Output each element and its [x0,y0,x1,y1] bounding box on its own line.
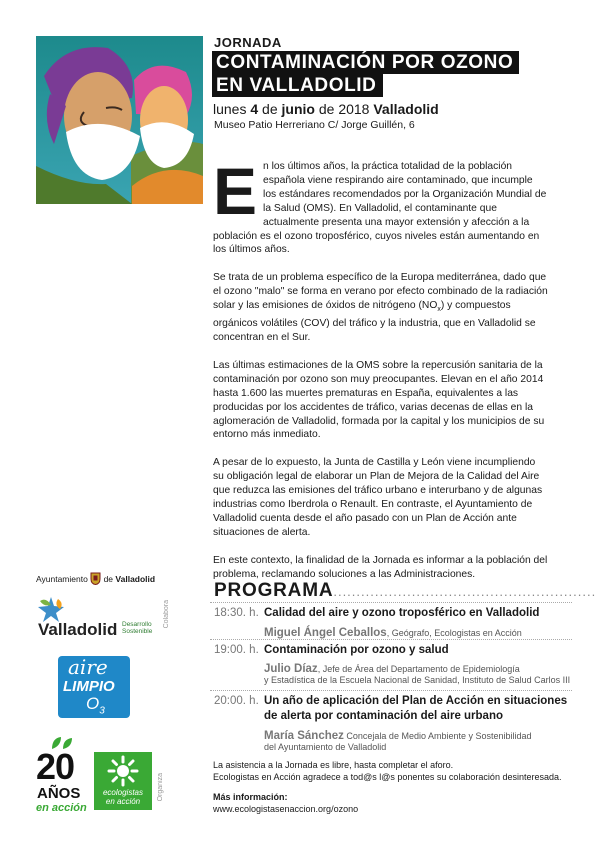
article-paragraph-2 [213,271,548,345]
programme-heading [214,580,597,602]
item-2-role: , Jefe de Área del Departamento de Epidemiología [317,664,520,674]
item-3-title-cont: de alerta por contaminación del aire urbano [264,710,504,722]
item-2-title: Contaminación por ozono y salud [264,644,449,656]
paragraph-2-text-a: Se trata de un problema específico de la Europa mediterránea, dado que el ozono "malo" se forma en verano por efecto combinado de la radiación solar y las emisiones de óxidos de nitrógeno (NO [213,272,548,312]
date-weekday: lunes [213,101,247,117]
coat-of-arms-icon [90,572,101,585]
date-month: junio [281,101,315,117]
paragraph-1-text: n los últimos años, la práctica totalidad de la población española viene respirando aire contaminado, que incumple los estándares recomendados por la Organización Mundial de la Salud (OMS). En Valladolid, el contaminante que actualmente presenta una mayor extensión y afección a la población es el ozono troposférico, cuyos niveles están aumentando en los últimos años. [213,161,547,256]
programme-divider-2 [210,639,572,640]
ayuntamiento-logo [36,572,171,588]
article-paragraph-3: Las últimas estimaciones de la OMS sobre la repercusión sanitaria de la contaminación por ozono son muy preocupantes. Elevan en el año 2014 hasta 1.600 las muertes prematuras en España, equivalentes a las producidas por los accidentes de tráfico, varias decenas de ellas en la aglomeración de Valladolid, formada por la capital y los municipios de su entorno más inmediato. [213,359,545,441]
en-accion-word: en acción [36,802,87,814]
ozone-o: O [86,694,100,713]
article-paragraph-4: A pesar de lo expuesto, la Junta de Castilla y León viene incumpliendo su obligación legal de elaborar un Plan de Mejora de la Calidad del Aire que reduzca las emisiones del tráfico urbano e interurbano y de algunas industrias como Iberdrola o Renault. En contraste, el Ayuntamiento de Valladolid cuenta desde el año pasado con un Plan de Acción ante situaciones de alerta. [213,457,543,538]
programme-divider-3 [210,690,572,691]
heading-dot-leader: ......................................................... [333,584,597,599]
eea-line-1: ecologistas [102,788,144,797]
ayto-word-left: Ayuntamiento [36,574,88,584]
anos-word: AÑOS [37,785,81,802]
paragraph-2-subscript: x [437,306,441,314]
item-3-title: Un año de aplicación del Plan de Acción en situaciones [264,695,568,707]
sun-figure-icon [108,756,138,786]
ozone-3: 3 [99,705,105,717]
item-1-time: 18:30. h. [214,607,259,619]
article-body [213,154,548,596]
item-1-speaker: Miguel Ángel Ceballos [264,627,387,639]
valladolid-tag-2: Sostenible [122,628,153,635]
valladolid-sostenible-logo [36,595,166,640]
event-kicker: JORNADA [214,35,282,50]
date-day: 4 [250,101,259,117]
drop-cap: E [213,154,258,228]
date-of-1: de [262,101,278,117]
ecologistas-logo [94,752,152,810]
programme-heading-text: PROGRAMA [214,580,334,601]
more-info [213,791,358,815]
hero-illustration [36,36,203,204]
item-2-role-cont: y Estadística de la Escuela Nacional de Sanidad, Instituto de Salud Carlos III [264,675,571,685]
item-1-role: , Geógrafo, Ecologistas en Acción [386,628,522,638]
ayto-word-right: Valladolid [115,574,156,584]
event-venue: Museo Patio Herreriano C/ Jorge Guillén, 6 [214,119,415,131]
star-leaf-icon [36,595,66,623]
organizes-label: Organiza [157,773,164,802]
ayto-word-de: de [103,574,114,584]
event-title-line-1: CONTAMINACIÓN POR OZONO [212,51,519,74]
aire-word: aire [68,655,108,679]
valladolid-wordmark: Valladolid [38,620,118,639]
ozone-formula [86,694,105,716]
limpio-word: LIMPIO [63,678,115,695]
date-year: 2018 [338,101,370,117]
collaborates-label: Colabora [163,600,170,629]
attendance-note-line-2: Ecologistas en Acción agradece a tod@s l@s ponentes su colaboración desinteresada. [213,772,562,783]
event-date [213,101,439,117]
aire-limpio-logo [58,656,130,718]
item-3-role: Concejala de Medio Ambiente y Sostenibilidad [343,731,532,741]
item-2-time: 19:00. h. [214,644,259,656]
article-paragraph-5: En este contexto, la finalidad de la Jornada es informar a la población del problema, reclamando soluciones a las Administraciones. [213,554,548,580]
eea-line-2: en acción [105,797,141,806]
more-info-label: Más información: [213,792,288,802]
programme-divider-1 [210,602,572,603]
article-paragraph-1 [213,154,548,257]
twenty-number: 20 [36,746,75,787]
paragraph-2-text-b: ) y compuestos orgánicos volátiles (COV) del tráfico y la industria, que en Valladolid se concentran en el Sur. [213,300,536,344]
item-2-speaker: Julio Díaz [264,663,318,675]
attendance-note [213,759,563,783]
item-3-speaker: María Sánchez [264,730,344,742]
item-1-title: Calidad del aire y ozono troposférico en Valladolid [264,607,540,619]
twenty-years-logo [36,736,92,818]
item-3-role-cont: del Ayuntamiento de Valladolid [264,742,387,752]
date-city: Valladolid [373,101,439,117]
item-3-time: 20:00. h. [214,695,259,707]
attendance-note-line-1: La asistencia a la Jornada es libre, hasta completar el aforo. [213,760,454,770]
valladolid-tag-1: Desarrollo [122,621,152,628]
more-info-url[interactable]: www.ecologistasenaccion.org/ozono [213,804,359,815]
event-title-line-2: EN VALLADOLID [212,74,383,97]
date-of-2: de [318,101,335,117]
